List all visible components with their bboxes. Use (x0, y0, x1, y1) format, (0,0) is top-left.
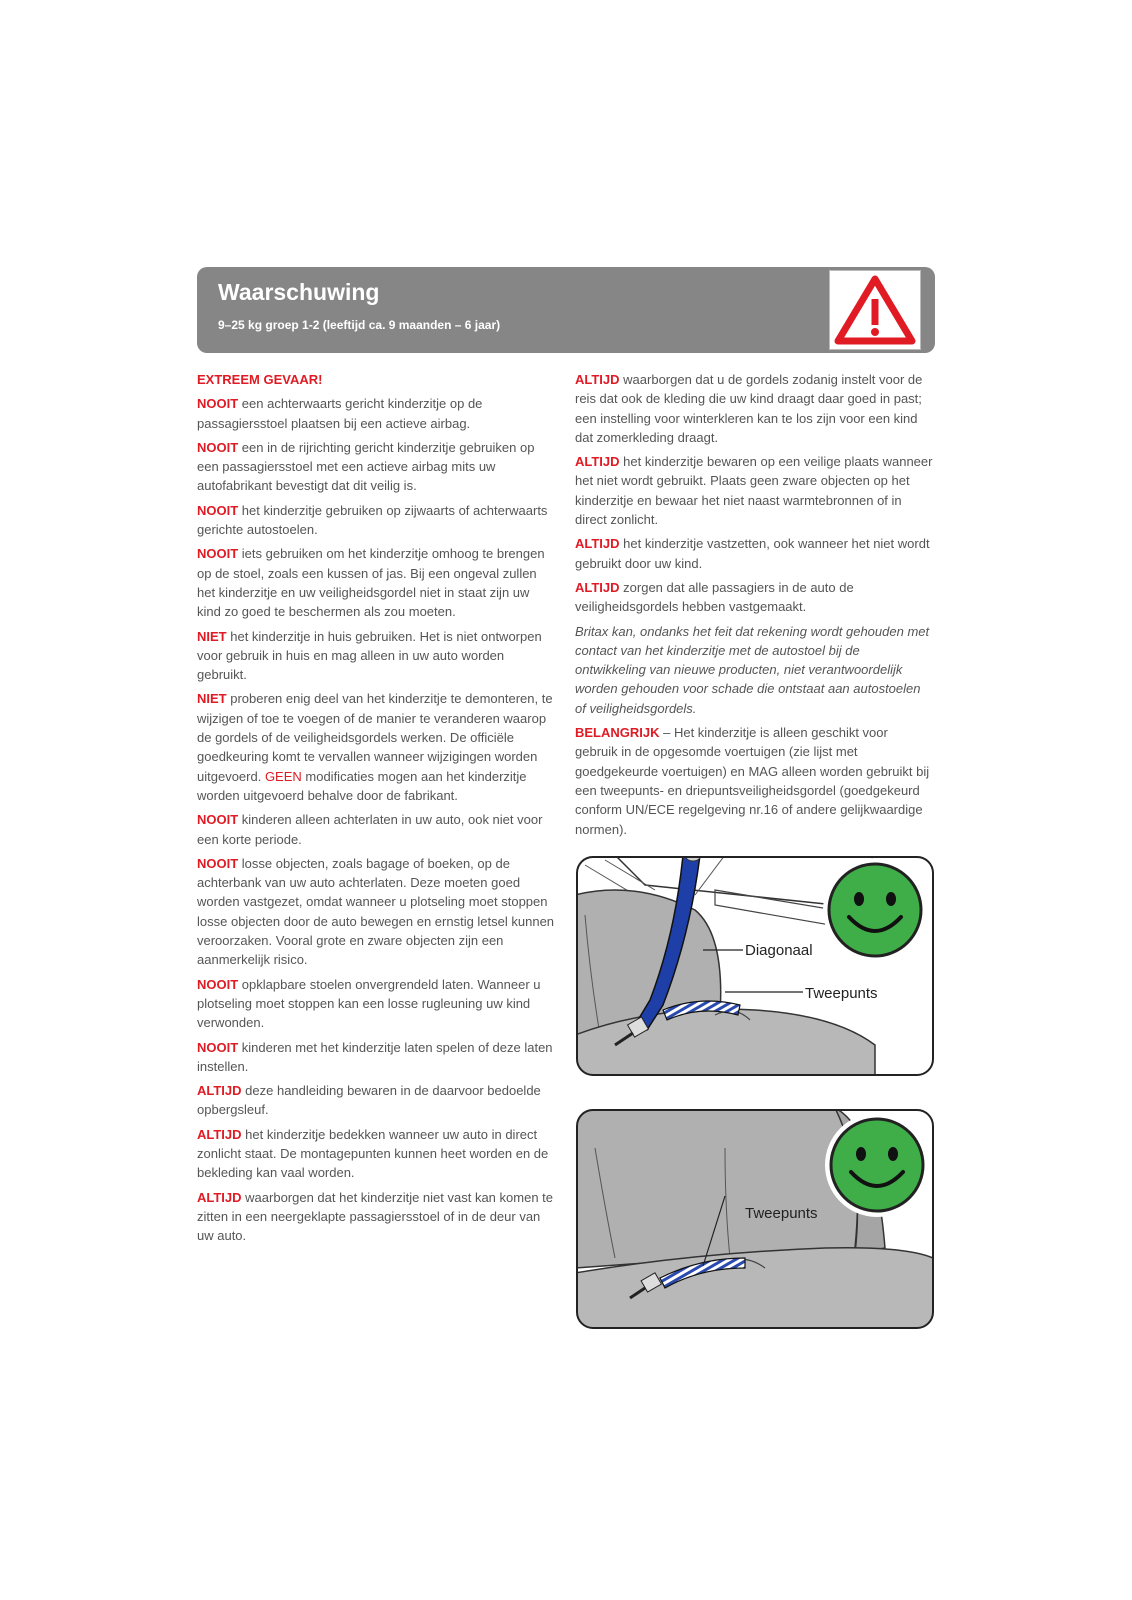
warning-item: ALTIJD het kinderzitje vastzetten, ook wanneer het niet wordt gebruikt door uw kind. (575, 536, 930, 571)
warning-item: NOOIT losse objecten, zoals bagage of boeken, op de achterbank van uw auto achterlaten. Deze moeten goed worden vastgezet, omdat wanneer u plotseling moet stoppen losse objecten door de auto bewegen en ernstig letsel kunnen veroorzaken. Vooral grote en zware objecten zijn een aanmerkelijk risico. (197, 855, 555, 968)
seat-belt-illustration-1 (575, 855, 935, 1077)
warning-item: NOOIT een in de rijrichting gericht kinderzitje gebruiken op een passagiersstoel met een actieve airbag mits uw autofabrikant bevestigt dat dit veilig is. (197, 439, 535, 494)
page-title: Waarschuwing (218, 279, 380, 305)
warning-item: NOOIT het kinderzitje gebruiken op zijwaarts of achterwaarts gerichte autostoelen. (197, 502, 548, 538)
warning-item: ALTIJD waarborgen dat het kinderzitje niet vast kan komen te zitten in een neergeklapte passagiersstoel of in de deur van uw auto. (197, 1189, 554, 1244)
warning-item: NOOIT kinderen met het kinderzitje laten spelen of deze laten instellen. (197, 1039, 553, 1074)
disclaimer-text: Britax kan, ondanks het feit dat rekening wordt gehouden met contact van het kinderzitje met de autostoel bij de ontwikkeling van nieuwe producten, niet verantwoordelijk worden gehouden voor schade die ontstaat aan autostoelen of veiligheidsgordels. (575, 623, 930, 716)
warning-triangle-icon (829, 270, 921, 350)
warning-item: NOOIT kinderen alleen achterlaten in uw auto, ook niet voor een korte periode. (197, 812, 543, 847)
warning-item: NIET het kinderzitje in huis gebruiken. Het is niet ontworpen voor gebruik in huis en mag alleen in uw auto worden gebruikt. (197, 628, 542, 683)
extreme-danger-heading: EXTREEM GEVAAR! (197, 372, 323, 387)
warning-item: ALTIJD waarborgen dat u de gordels zodanig instelt voor de reis dat ook de kleding die uw kind draagt daar goed in past; een instelling voor winterkleren kan te los zijn voor een kind dat zomerkleding draagt. (575, 372, 923, 445)
seat-belt-illustration-2 (575, 1108, 935, 1330)
warning-item: NIET proberen enig deel van het kinderzitje te demonteren, te wijzigen of toe te voegen of de manier te veranderen waarop de gordels of de veiligheidsgordels werken. De officiële goedkeuring komt te vervallen wanneer wijzigingen worden uitgevoerd. GEEN modificaties mogen aan het kinderzitje worden uitgevoerd behalve door de fabrikant. (197, 691, 553, 803)
warning-item: NOOIT een achterwaarts gericht kinderzitje op de passagiersstoel plaatsen bij een actieve airbag. (197, 396, 483, 431)
smiley-face-icon (823, 858, 927, 962)
warning-item: NOOIT iets gebruiken om het kinderzitje omhoog te brengen op de stoel, zoals een kussen of jas. Bij een ongeval zullen het kinderzitje en uw veiligheidsgordel niet in staat zijn uw kind zo goed te beschermen als zou moeten. (197, 546, 545, 620)
warning-item: NOOIT opklapbare stoelen onvergrendeld laten. Wanneer u plotseling moet stoppen kan een losse rugleuning uw kind verwonden. (197, 976, 541, 1031)
label-lap-belt: Tweepunts (805, 985, 878, 1002)
warning-item: ALTIJD het kinderzitje bedekken wanneer uw auto in direct zonlicht staat. De montagepunten kunnen heet worden en de bekleding kan vaal worden. (197, 1126, 549, 1181)
warning-header (197, 267, 935, 353)
warning-item: ALTIJD het kinderzitje bewaren op een veilige plaats wanneer het niet wordt gebruikt. Plaats geen zware objecten op het kinderzitje en bewaar het niet naast warmtebronnen of in direct zonlicht. (575, 454, 933, 528)
warning-item: ALTIJD deze handleiding bewaren in de daarvoor bedoelde opbergsleuf. (197, 1083, 541, 1118)
left-column (197, 370, 555, 1250)
warning-item: ALTIJD zorgen dat alle passagiers in de auto de veiligheidsgordels hebben vastgemaakt. (575, 579, 854, 615)
smiley-face-icon (825, 1113, 929, 1217)
label-lap-belt: Tweepunts (745, 1205, 818, 1222)
page-subtitle: 9–25 kg groep 1-2 (leeftijd ca. 9 maanden – 6 jaar) (218, 318, 501, 332)
right-column (575, 370, 933, 844)
label-diagonal: Diagonaal (745, 942, 813, 959)
important-note: BELANGRIJK – Het kinderzitje is alleen geschikt voor gebruik in de opgesomde voertuigen (zie lijst met goedgekeurde voertuigen) en MAG alleen worden gebruikt bij een tweepunts- en driepuntsveiligheidsgordel (goedgekeurd conform UN/ECE regelgeving nr.16 of andere gelijkwaardige normen). (575, 725, 930, 837)
